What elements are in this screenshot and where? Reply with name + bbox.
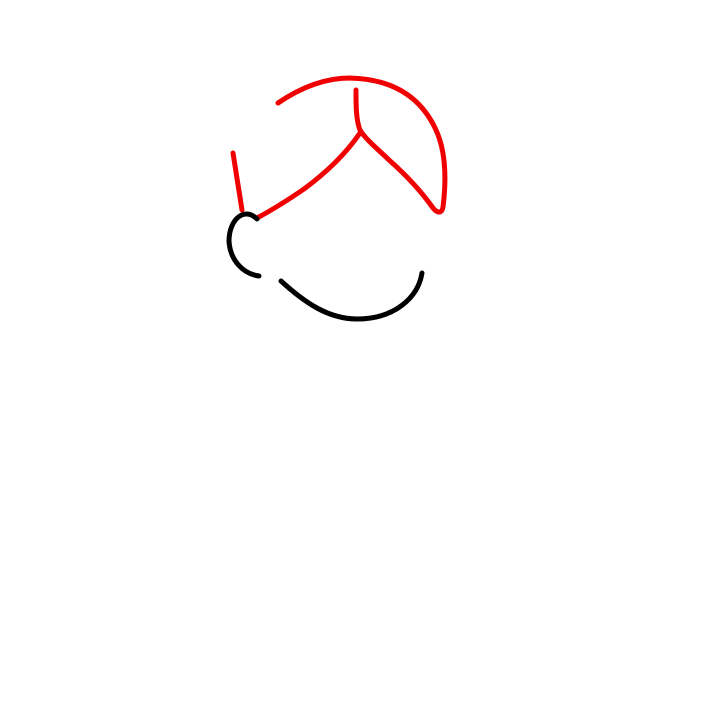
ear-outline — [229, 214, 259, 276]
face-strokes — [229, 214, 422, 319]
jaw-outline — [281, 273, 422, 319]
hair-front-fringe — [257, 133, 360, 218]
hair-side-strand — [233, 153, 242, 210]
hair-strokes — [233, 78, 445, 218]
